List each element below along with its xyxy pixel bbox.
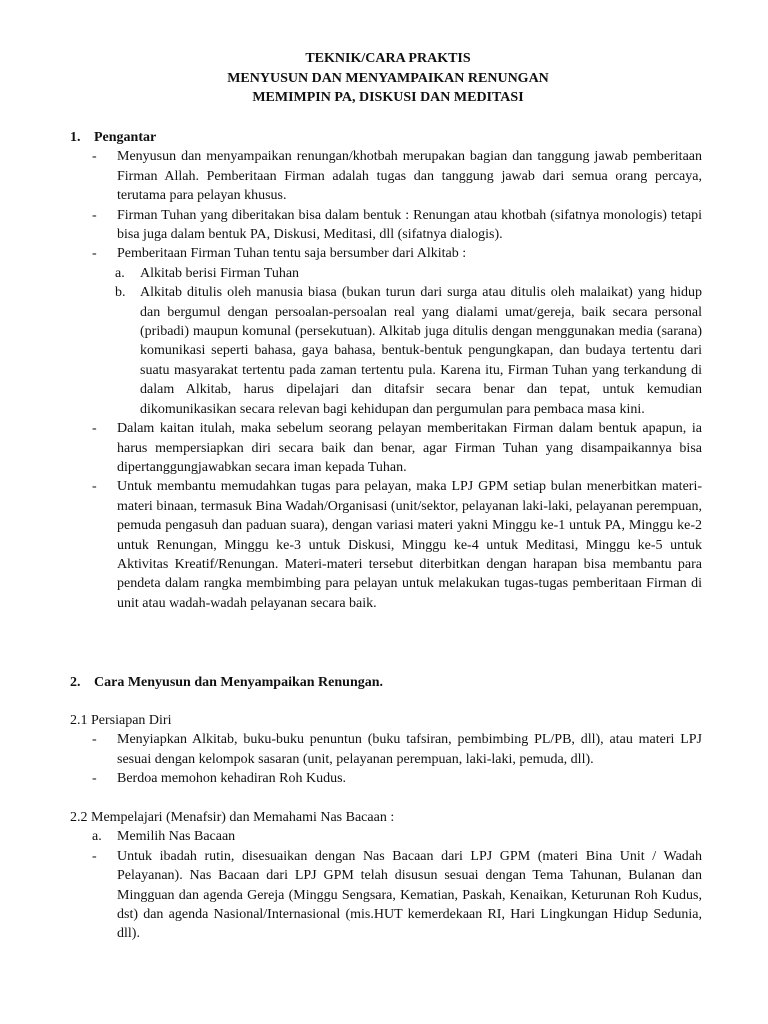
section-heading [70,673,702,692]
paragraph: Firman Tuhan yang diberitakan bisa dalam bentuk : Renungan atau khotbah (sifatnya monologis) tetapi bisa juga dalam bentuk PA, Diskusi, Meditasi, dll (sifatnya dialogis). [117,207,702,243]
list-item [70,477,702,613]
section-title: Cara Menyusun dan Menyampaikan Renungan. [94,675,384,690]
list-item [70,730,702,769]
title-line-2: MENYUSUN DAN MENYAMPAIKAN RENUNGAN [227,70,549,86]
list-item [70,769,702,788]
list-item [70,147,702,205]
list-item [70,244,702,263]
paragraph: Berdoa memohon kehadiran Roh Kudus. [117,771,347,787]
list-item [70,419,702,477]
bullet-mark: - [92,421,97,437]
paragraph: Dalam kaitan itulah, maka sebelum seorang pelayan memberitakan Firman dalam bentuk apapun, ia harus mempersiapkan diri secara baik dan benar, agar Firman Tuhan yang disampaikannya bisa dipertanggungjawabkan secara iman kepada Tuhan. [117,421,702,475]
subsection-heading: 2.2 Mempelajari (Menafsir) dan Memahami Nas Bacaan : [70,810,395,825]
section-cara-menyusun [70,673,702,692]
list-item [70,827,702,846]
paragraph: Untuk ibadah rutin, disesuaikan dengan Nas Bacaan dari LPJ GPM (materi Bina Unit / Wadah Pelayanan). Nas Bacaan dari LPJ GPM telah disusun sesuai dengan Tema Tahunan, Bulanan dan Mingguan dan agenda Gereja (Minggu Sengsara, Kematian, Paskah, Kenaikan, Keturunan Roh Kudus, dst) dan agenda Nasional/Internasional (mis.HUT kemerdekaan RI, Hari Lingkungan Hidup Sedunia, dll). [117,848,702,942]
section-number: 2. [70,675,81,690]
paragraph: Alkitab ditulis oleh manusia biasa (bukan turun dari surga atau ditulis oleh malaikat) yang hidup dan bergumul dengan persoalan-persoalan real yang dialami umat/gereja, baik secara personal (pribadi) maupun komunal (persekutuan). Alkitab juga ditulis dengan menggunakan media (sarana) komunikasi seperti bahasa, gaya bahasa, bentuk-bentuk pengungkapan, dan budaya tertentu dari suatu masyarakat tertentu pada zaman tertentu pula. Karena itu, Firman Tuhan yang terkandung di dalam Alkitab, harus dipelajari dan ditafsir secara benar dan tepat, untuk kemudian dikomunikasikan secara relevan bagi kehidupan dan pergumulan para pembaca masa kini. [140,285,702,417]
section-number: 1. [70,130,81,145]
subsection-heading: 2.1 Persiapan Diri [70,713,172,728]
paragraph: Menyusun dan menyampaikan renungan/khotbah merupakan bagian dan tanggung jawab pemberitaan Firman Allah. Pemberitaan Firman adalah tugas dan tanggung jawab dari semua orang percaya, terutama para pelayan khusus. [117,149,702,204]
bullet-mark: - [92,848,97,864]
letter-mark: a. [92,829,102,845]
title-line-3: MEMIMPIN PA, DISKUSI DAN MEDITASI [252,90,524,106]
subsection-mempelajari-nas [70,808,702,944]
list-item [70,283,702,419]
bullet-mark: - [92,732,97,748]
bullet-mark: - [92,149,97,165]
section-pengantar [70,128,702,613]
list-item [70,206,702,245]
list-item [70,847,702,944]
paragraph: Memilih Nas Bacaan [117,829,236,845]
paragraph: Alkitab berisi Firman Tuhan [140,265,300,281]
document-title [0,49,768,108]
letter-mark: b. [115,285,126,301]
list-item [70,264,702,283]
bullet-mark: - [92,479,97,495]
paragraph: Pemberitaan Firman Tuhan tentu saja bersumber dari Alkitab : [117,246,467,262]
title-line-1: TEKNIK/CARA PRAKTIS [305,51,471,66]
section-title: Pengantar [94,130,157,145]
subsection-persiapan-diri [70,711,702,789]
bullet-mark: - [92,207,97,223]
section-heading [70,128,702,147]
paragraph: Menyiapkan Alkitab, buku-buku penuntun (buku tafsiran, pembimbing PL/PB, dll), atau materi LPJ sesuai dengan kelompok sasaran (unit, pelayanan perempuan, laki-laki, pemuda, dll). [117,732,702,767]
bullet-mark: - [92,771,97,787]
paragraph: Untuk membantu memudahkan tugas para pelayan, maka LPJ GPM setiap bulan menerbitkan materi-materi binaan, termasuk Bina Wadah/Organisasi (unit/sektor, pelayanan laki-laki, pelayanan perempuan, pemuda pengasuh dan paduan suara), dengan variasi materi yakni Minggu ke-1 untuk PA, Minggu ke-2 untuk Renungan, Minggu ke-3 untuk Diskusi, Minggu ke-4 untuk Meditasi, Minggu ke-5 untuk Aktivitas Kreatif/Renungan. Materi-materi tersebut diterbitkan dengan harapan bisa membantu para pendeta dalam rangka membimbing para pelayan untuk melakukan tugas-tugas pemberitaan Firman di unit atau wadah-wadah pelayanan secara baik. [117,479,702,611]
letter-mark: a. [115,265,125,281]
bullet-mark: - [92,246,97,262]
